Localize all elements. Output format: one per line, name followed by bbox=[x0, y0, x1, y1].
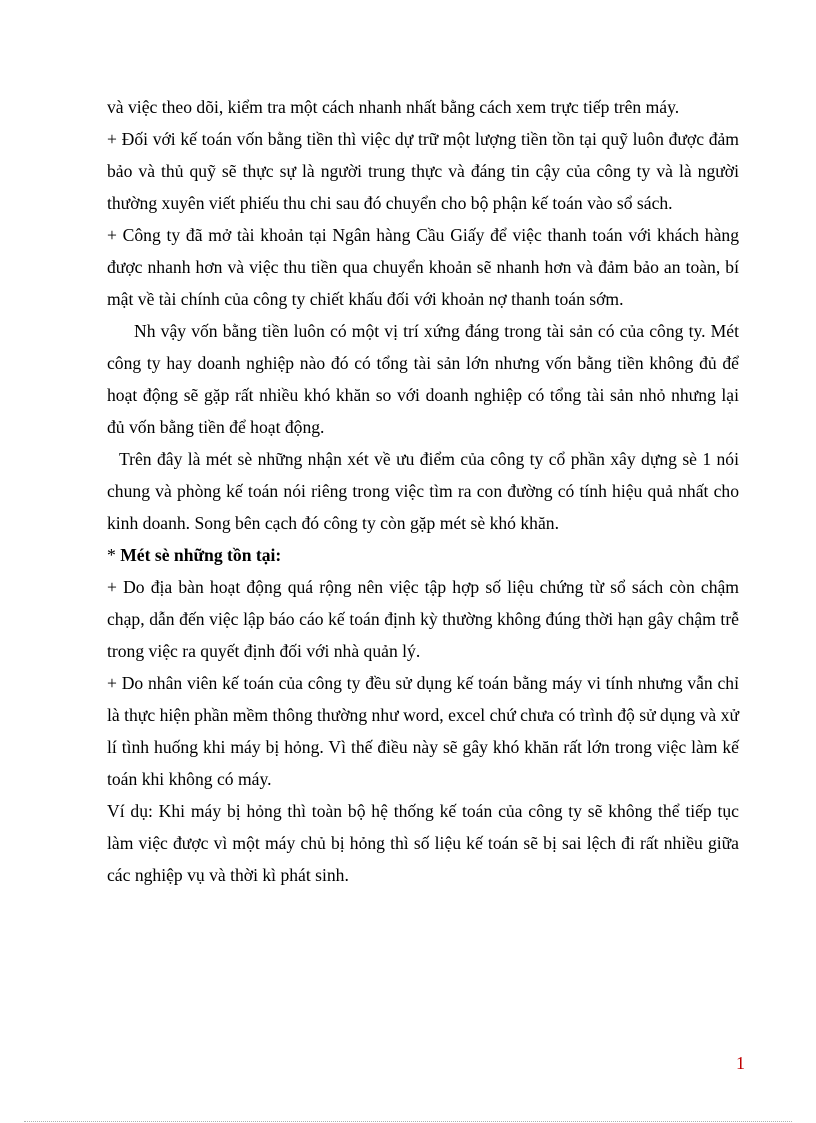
paragraph-monitoring: và việc theo dõi, kiểm tra một cách nhanh nhất bằng cách xem trực tiếp trên máy. bbox=[107, 97, 680, 117]
heading-prefix: * bbox=[107, 545, 121, 565]
paragraph-staff-computer-skills: + Do nhân viên kế toán của công ty đều sử dụng kế toán bằng máy vi tính nhưng vẫn chỉ là thực hiện phần mềm thông thường như word, excel chứ chưa có trình độ sử dụng và xử lí tình huống khi máy bị hỏng. Vì thế điều này sẽ gây khó khăn rất lớn trong việc làm kế toán khi không có máy. bbox=[107, 673, 739, 789]
page-number: 1 bbox=[736, 1053, 745, 1073]
paragraph-bank-account: + Công ty đã mở tài khoản tại Ngân hàng Cầu Giấy để việc thanh toán với khách hàng được nhanh hơn và việc thu tiền qua chuyển khoản sẽ nhanh hơn và đảm bảo an toàn, bí mật về tài chính của công ty chiết khấu đối với khoản nợ thanh toán sớm. bbox=[107, 225, 739, 309]
paragraph-data-collection: + Do địa bàn hoạt động quá rộng nên việc tập hợp số liệu chứng từ sổ sách còn chậm chạp, dẫn đến việc lập báo cáo kế toán định kỳ thường không đúng thời hạn gây chậm trễ trong việc ra quyết định đối với nhà quản lý. bbox=[107, 577, 739, 661]
heading-title: Mét sè những tồn tại: bbox=[120, 545, 282, 565]
document-body bbox=[107, 91, 739, 891]
paragraph-example: Ví dụ: Khi máy bị hỏng thì toàn bộ hệ thống kế toán của công ty sẽ không thể tiếp tục làm việc được vì một máy chủ bị hỏng thì số liệu kế toán sẽ bị sai lệch đi rất nhiều giữa các nghiệp vụ và thời kì phát sinh. bbox=[107, 801, 739, 885]
paragraph-cash-accounting: + Đối với kế toán vốn bằng tiền thì việc dự trữ một lượng tiền tồn tại quỹ luôn được đảm bảo và thủ quỹ sẽ thực sự là người trung thực và đáng tin cậy của công ty và là người thường xuyên viết phiếu thu chi sau đó chuyển cho bộ phận kế toán vào sổ sách. bbox=[107, 129, 739, 213]
section-heading-limitations bbox=[107, 539, 739, 571]
paragraph-cash-position: Nh vậy vốn bằng tiền luôn có một vị trí xứng đáng trong tài sản có của công ty. Mét công ty hay doanh nghiệp nào đó có tổng tài sản lớn nhưng vốn bằng tiền không đủ để hoạt động sẽ gặp rất nhiều khó khăn so với doanh nghiệp có tổng tài sản nhỏ nhưng lại đủ vốn bằng tiền để hoạt động. bbox=[107, 321, 739, 437]
footer-divider bbox=[24, 1121, 792, 1122]
paragraph-summary-advantages: Trên đây là mét sè những nhận xét về ưu điểm của công ty cổ phần xây dựng sè 1 nói chung và phòng kế toán nói riêng trong việc tìm ra con đường có tính hiệu quả nhất cho kinh doanh. Song bên cạch đó công ty còn gặp mét sè khó khăn. bbox=[107, 449, 739, 533]
